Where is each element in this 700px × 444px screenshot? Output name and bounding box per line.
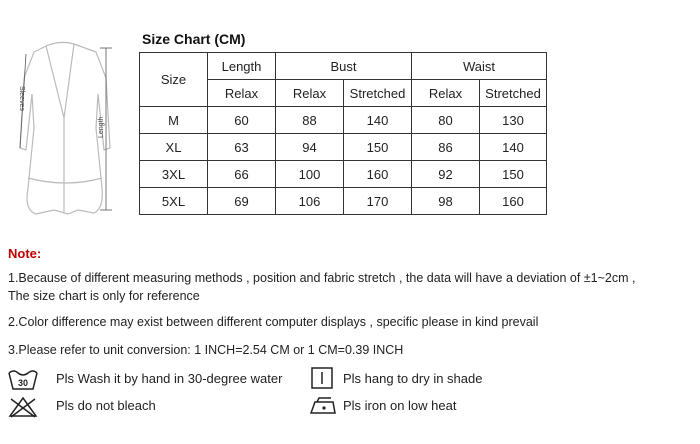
length-label: Length <box>98 116 105 138</box>
subheader-waist-relax: Relax <box>412 80 480 107</box>
table-cell: 60 <box>208 107 276 134</box>
note-line-3: 3.Please refer to unit conversion: 1 INCH=2.54 CM or 1 CM=0.39 INCH <box>8 343 404 357</box>
table-cell: 98 <box>412 188 480 215</box>
note-line-1b: The size chart is only for reference <box>8 289 200 303</box>
table-cell: 92 <box>412 161 480 188</box>
table-cell: 140 <box>480 134 547 161</box>
table-cell: 150 <box>344 134 412 161</box>
header-waist: Waist <box>412 53 547 80</box>
table-cell: 63 <box>208 134 276 161</box>
table-cell: 66 <box>208 161 276 188</box>
subheader-bust-relax: Relax <box>276 80 344 107</box>
table-row <box>140 161 547 188</box>
table-cell: 140 <box>344 107 412 134</box>
table-row <box>140 188 547 215</box>
table-cell: 88 <box>276 107 344 134</box>
table-cell: XL <box>140 134 208 161</box>
table-cell: 150 <box>480 161 547 188</box>
table-cell: 100 <box>276 161 344 188</box>
wash-temp-label: 30 <box>17 378 29 388</box>
table-cell: 86 <box>412 134 480 161</box>
hang-dry-shade-icon <box>311 367 333 389</box>
care-wash-text: Pls Wash it by hand in 30-degree water <box>56 371 283 386</box>
header-size: Size <box>140 53 208 107</box>
table-row <box>140 107 547 134</box>
header-length: Length <box>208 53 276 80</box>
table-cell: 3XL <box>140 161 208 188</box>
table-cell: 5XL <box>140 188 208 215</box>
sleeves-label: Sleeves <box>18 86 25 111</box>
table-cell: M <box>140 107 208 134</box>
note-title: Note: <box>8 246 42 261</box>
iron-low-icon <box>308 396 338 416</box>
table-header-row <box>140 53 547 80</box>
table-cell: 69 <box>208 188 276 215</box>
table-cell: 170 <box>344 188 412 215</box>
care-bleach-text: Pls do not bleach <box>56 398 156 413</box>
wash-30-icon <box>6 368 40 392</box>
header-bust: Bust <box>276 53 412 80</box>
subheader-length-relax: Relax <box>208 80 276 107</box>
table-cell: 160 <box>480 188 547 215</box>
subheader-waist-stretched: Stretched <box>480 80 547 107</box>
subheader-bust-stretched: Stretched <box>344 80 412 107</box>
note-line-2: 2.Color difference may exist between different computer displays , specific please in kind prevail <box>8 315 539 329</box>
size-chart-title: Size Chart (CM) <box>142 31 246 47</box>
size-chart-table <box>139 52 547 215</box>
care-iron-text: Pls iron on low heat <box>343 398 457 413</box>
note-line-1: 1.Because of different measuring methods , position and fabric stretch , the data will have a deviation of ±1~2cm , <box>8 271 636 285</box>
table-row <box>140 134 547 161</box>
care-dry-text: Pls hang to dry in shade <box>343 371 483 386</box>
table-cell: 130 <box>480 107 547 134</box>
garment-outline-figure <box>6 38 126 218</box>
table-cell: 106 <box>276 188 344 215</box>
no-bleach-icon <box>8 396 38 418</box>
table-cell: 94 <box>276 134 344 161</box>
table-cell: 80 <box>412 107 480 134</box>
table-cell: 160 <box>344 161 412 188</box>
